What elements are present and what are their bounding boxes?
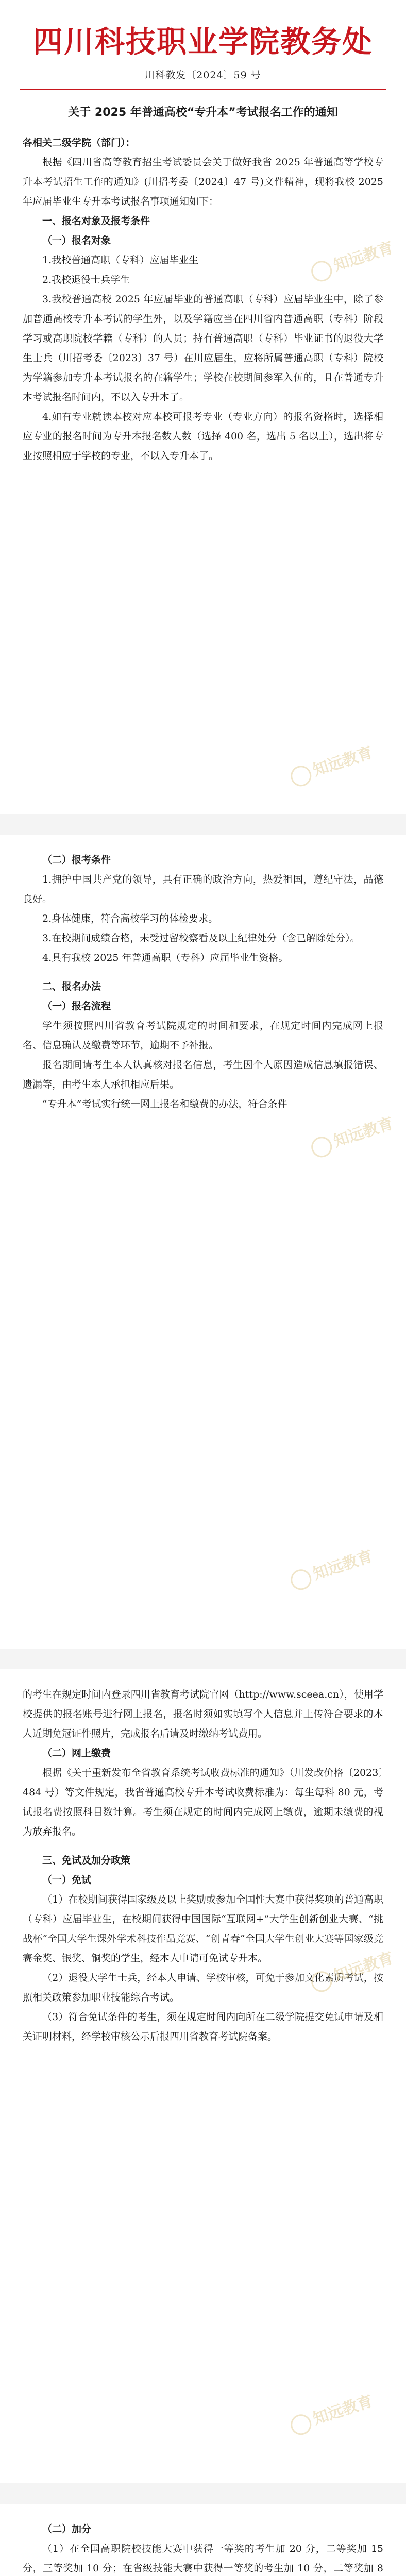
- page-gap: [0, 814, 406, 835]
- paragraph: 1.拥护中国共产党的领导，具有正确的政治方向，热爱祖国，遵纪守法，品德良好。: [23, 874, 383, 905]
- page-section-4: [0, 2504, 406, 2576]
- paragraph: 根据《关于重新发布全省教育系统考试收费标准的通知》（川发改价格〔2023〕484 号）等文件规定，我省普通高校专升本考试收费标准为：每生每科 80 元，考试报名费按照科目数计算。考生须在规定的时间内完成网上缴费，逾期未缴费的视为放弃报名。: [23, 1767, 383, 1837]
- paragraph: （3）符合免试条件的考生，须在规定时间内向所在二级学院提交免试申请及相关证明材料，经学校审核公示后报四川省教育考试院备案。: [23, 2011, 383, 2042]
- watermark: 知远教育: [287, 2388, 376, 2437]
- watermark: 知远教育: [287, 1543, 376, 1592]
- document-header: [0, 0, 406, 81]
- page-gap: [0, 1649, 406, 1669]
- page-section-2: [0, 835, 406, 1649]
- salutation: 各相关二级学院（部门）：: [23, 137, 136, 148]
- section-3-title: 三、免试及加分政策: [42, 1855, 131, 1866]
- section-3-2-title: （二）加分: [42, 2523, 92, 2535]
- watermark: 知远教育: [308, 1110, 396, 1160]
- section-1-2-title: （二）报考条件: [42, 854, 111, 866]
- paragraph: 2.身体健康，符合高校学习的体检要求。: [42, 913, 218, 924]
- watermark-logo-icon: [288, 2412, 314, 2437]
- section-2-1-title: （一）报名流程: [42, 1001, 111, 1012]
- watermark: 知远教育: [287, 739, 376, 789]
- watermark-logo-icon: [288, 763, 314, 789]
- paragraph: 3.在校期间成绩合格，未受过留校察看及以上纪律处分（含已解除处分）。: [42, 933, 360, 944]
- paragraph: 2.我校退役士兵学生: [42, 274, 130, 285]
- watermark: 知远教育: [308, 1945, 396, 1994]
- org-title: 四川科技职业学院教务处: [32, 24, 373, 59]
- section-1-title: 一、报名对象及报考条件: [42, 215, 150, 227]
- paragraph: 报名期间请考生本人认真核对报名信息，考生因个人原因造成信息填报错误、遗漏等，由考生本人承担相应后果。: [23, 1059, 383, 1090]
- section-1-1-title: （一）报名对象: [42, 234, 111, 246]
- section-2-2-title: （二）网上缴费: [42, 1748, 111, 1759]
- red-divider: [20, 89, 386, 90]
- watermark-logo-icon: [309, 1134, 334, 1160]
- section-3-1-title: （一）免试: [42, 1874, 92, 1886]
- paragraph: 3.我校普通高校 2025 年应届毕业的普通高职（专科）应届毕业生中，除了参加普通高校专升本考试的学生外，以及学籍应当在四川省内普通高职（专科）阶段学习或高职院校学籍（专科）的人员；持有普通高职（专科）毕业证书的退役大学生士兵（川招考委〔2023〕37 号）在川应届生，应将所属普通高职（专科）院校为学籍参加专升本考试报名的在籍学生；学校在校期间参军入伍的，且在普通专升本考试报名时间内，不以入专升本了。: [23, 293, 383, 403]
- doc-number: 川科教发〔2024〕59 号: [145, 69, 261, 81]
- paragraph: 4.如有专业就读本校对应本校可报考专业（专业方向）的报名资格时，选择相应专业的报名时间为专升本报名数人数（选择 400 名，选出 5 名以上），选出将专业按照相应于学校的专业，不以入专升本了。: [23, 411, 383, 462]
- page-section-1: [0, 0, 406, 814]
- section-2-title: 二、报名办法: [42, 981, 102, 992]
- paragraph: 1.我校普通高职（专科）应届毕业生: [42, 254, 199, 266]
- paragraph: 的考生在规定时间内登录四川省教育考试院官网（http://www.sceea.cn），使用学校提供的报名账号进行网上报名，报名时须如实填写个人信息并上传符合要求的本人近期免冠证件照片，完成报名后请及时缴纳考试费用。: [23, 1689, 383, 1739]
- paragraph: （1）在校期间获得国家级及以上奖励或参加全国性大赛中获得奖项的普通高职（专科）应届毕业生，在校期间获得中国国际“互联网+”大学生创新创业大赛、“挑战杯”全国大学生课外学术科技作品竞赛、“创青春”全国大学生创业大赛等国家级竞赛金奖、银奖、铜奖的学生，经本人申请可免试专升本。: [23, 1894, 383, 1964]
- paragraph: 学生须按照四川省教育考试院规定的时间和要求，在规定时间内完成网上报名、信息确认及缴费等环节，逾期不予补报。: [23, 1020, 383, 1051]
- page-gap: [0, 2483, 406, 2504]
- intro-paragraph: 根据《四川省高等教育招生考试委员会关于做好我省 2025 年普通高等学校专升本考试招生工作的通知》(川招考委〔2024〕47 号)文件精神，现将我校 2025 年应届毕业生专升本考试报名事项通知如下：: [23, 156, 383, 207]
- paragraph: （1）在全国高职院校技能大赛中获得一等奖的考生加 20 分，二等奖加 15 分，三等奖加 10 分；在省级技能大赛中获得一等奖的考生加 10 分，二等奖加 8: [23, 2543, 383, 2574]
- watermark-logo-icon: [288, 1567, 314, 1592]
- watermark: 知远教育: [308, 234, 396, 284]
- paragraph: （2）退役大学生士兵，经本人申请、学校审核，可免于参加文化素质考试，按照相关政策参加职业技能综合考试。: [23, 1972, 383, 2003]
- page-section-3: [0, 1669, 406, 2483]
- paragraph: “专升本”考试实行统一网上报名和缴费的办法，符合条件: [42, 1098, 287, 1110]
- notice-title: 关于 2025 年普通高校“专升本”考试报名工作的通知: [68, 106, 338, 119]
- paragraph: 4.具有我校 2025 年普通高职（专科）应届毕业生资格。: [42, 952, 289, 963]
